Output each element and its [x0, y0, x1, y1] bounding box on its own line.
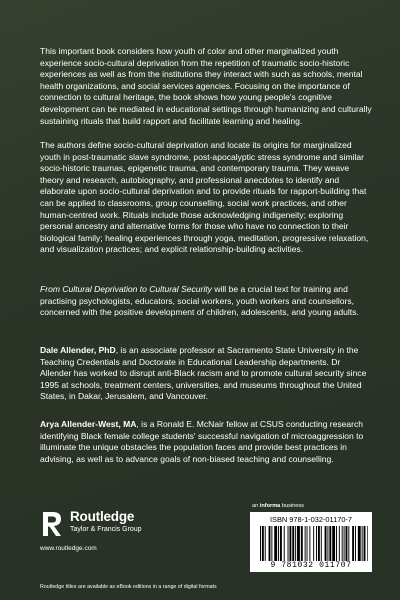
- author-bio-1-text: , is an associate professor at Sacramento State University in the Teaching Credentials and Doctorate in Educational Leadership departments. Dr Allender has worked to disrupt anti-Black racism and to promote cultural security since 1995 at schools, treatment centers, universities, and museums throughout the United States, in Dakar, Jerusalem, and Vancouver.: [40, 345, 367, 402]
- isbn-label: ISBN 978-1-032-01170-7: [269, 515, 353, 524]
- routledge-logo-icon: [40, 510, 64, 538]
- blurb-paragraph-2-text: The authors define socio-cultural deprivation and locate its origins for marginalized youth in post-traumatic slave syndrome, post-apocalyptic stress syndrome and similar socio-historic traumas, epigenetic trauma, and contemporary trauma. They weave theory and research, autobiography, and professional anecdotes to identify and elaborate upon socio-cultural deprivation and to provide rituals for rapport-building that can be applied to classrooms, group counselling, social work practices, and other human-centred work. Rituals include those acknowledging indigeneity; exploring personal ancestry and alternative forms for those who have no connection to their biological family; healing experiences through yoga, meditation, progressive relaxation, and visualization practices; and explicit relationship-building activities.: [40, 140, 369, 255]
- barcode-icon: [260, 526, 368, 561]
- informa-prefix: an: [252, 503, 260, 509]
- barcode-digits: 9 781032 011707: [270, 561, 352, 570]
- blurb-paragraph-1-text: This important book considers how youth of color and other marginalized youth experience socio-cultural deprivation from the repetition of traumatic socio-historic experiences as well as from the institutions they interact with such as schools, mental health organizations, and social services agencies. Focusing on the importance of connection to cultural heritage, the book shows how young people's cognitive development can be mediated in educational settings through humanizing and culturally sustaining rituals that build rapport and facilitate learning and healing.: [40, 46, 372, 126]
- publisher-logo: [40, 508, 180, 568]
- book-title-italic: From Cultural Deprivation to Cultural Security: [40, 284, 212, 294]
- blurb-paragraph-1: [40, 46, 372, 127]
- author-bio-1: [40, 345, 372, 403]
- author-bio-2-text: , is a Ronald E. McNair fellow at CSUS conducting research identifying Black female college students' successful navigation of microaggression to illuminate the unique obstacles the population faces and provide best practices in advising, as well as to advance goals of non-biased teaching and counselling.: [40, 419, 364, 464]
- blurb-paragraph-2: [40, 140, 372, 256]
- informa-business-tag: [252, 503, 304, 509]
- publisher-website[interactable]: www.routledge.com: [40, 545, 97, 552]
- publisher-group: Taylor & Francis Group: [70, 526, 142, 533]
- blurb-paragraph-3-text: will be a crucial text for training and practising psychologists, educators, social workers, youth workers and counsellors, concerned with the positive development of children, adolescents, and young adults.: [40, 284, 359, 318]
- blurb-paragraph-3: [40, 284, 372, 319]
- ebook-notice: Routledge titles are available as eBook editions in a range of digital formats: [40, 584, 217, 590]
- barcode-box: [250, 512, 372, 572]
- author-name-1: Dale Allender, PhD: [40, 345, 116, 355]
- publisher-name: Routledge: [70, 509, 135, 524]
- author-bio-2: [40, 419, 372, 465]
- informa-suffix: business: [280, 503, 304, 509]
- author-name-2: Arya Allender-West, MA: [40, 419, 137, 429]
- informa-brand: informa: [259, 503, 281, 509]
